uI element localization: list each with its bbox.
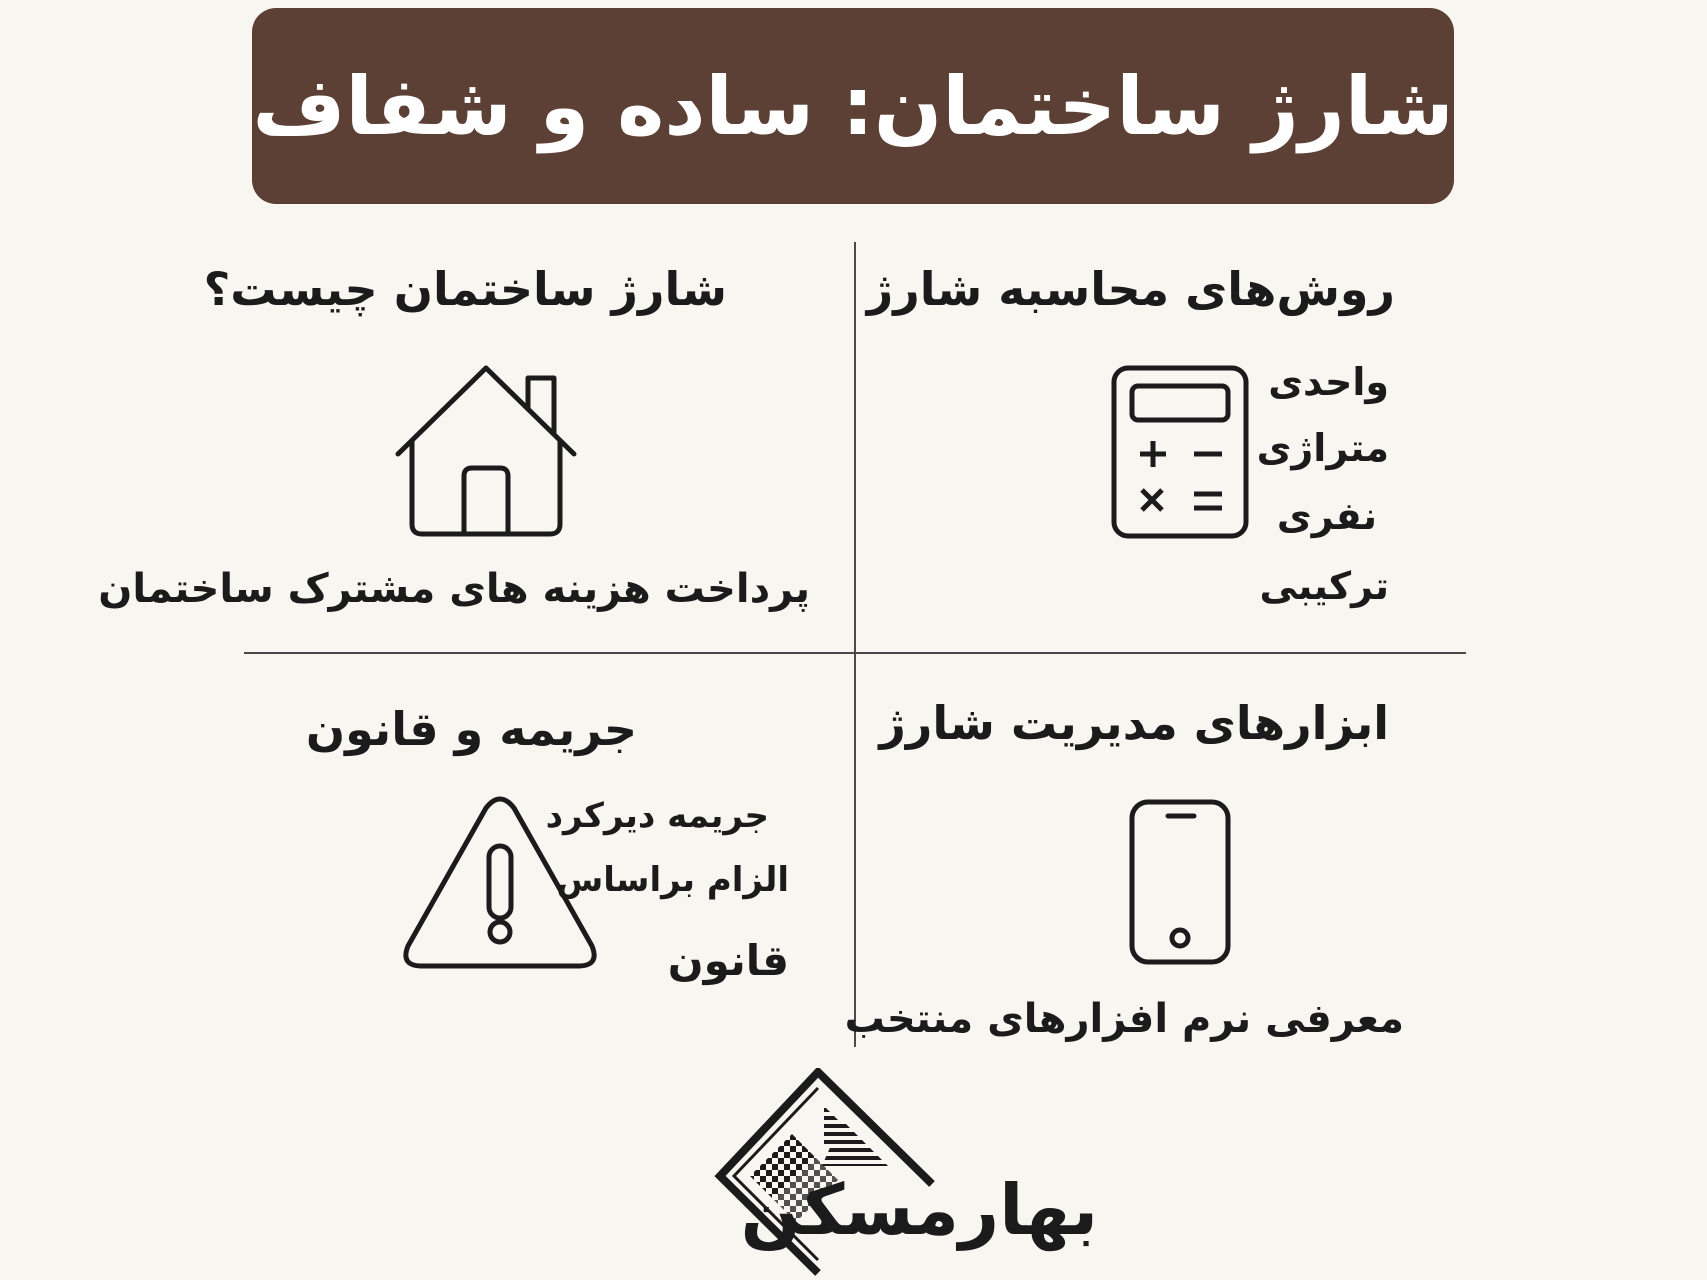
brand-name: بهارمسکن [740, 1169, 1098, 1251]
calc-method-item: واحدی [1268, 360, 1389, 404]
page-title: شارژ ساختمان: ساده و شفاف [252, 59, 1454, 153]
calc-method-item: نفری [1276, 494, 1377, 538]
smartphone-icon [1128, 798, 1232, 966]
calc-methods-heading: روش‌های محاسبه شارژ [866, 262, 1395, 316]
penalty-item: قانون [667, 936, 789, 985]
tools-caption: معرفی نرم افزارهای منتخب [844, 996, 1404, 1042]
horizontal-divider [244, 652, 1466, 654]
penalty-item: الزام براساس [556, 860, 789, 900]
vertical-divider [854, 242, 856, 1047]
calculator-icon [1110, 364, 1250, 540]
calc-method-item: ترکیبی [1259, 564, 1389, 608]
calc-method-item: متراژی [1256, 426, 1389, 470]
penalty-heading: جریمه و قانون [305, 702, 637, 756]
penalty-item: جریمه دیرکرد [545, 796, 769, 836]
house-icon [394, 364, 578, 540]
what-is-heading: شارژ ساختمان چیست؟ [203, 262, 727, 316]
tools-heading: ابزارهای مدیریت شارژ [879, 696, 1389, 750]
what-is-caption: پرداخت هزینه های مشترک ساختمان [98, 566, 810, 612]
title-banner [252, 8, 1454, 204]
